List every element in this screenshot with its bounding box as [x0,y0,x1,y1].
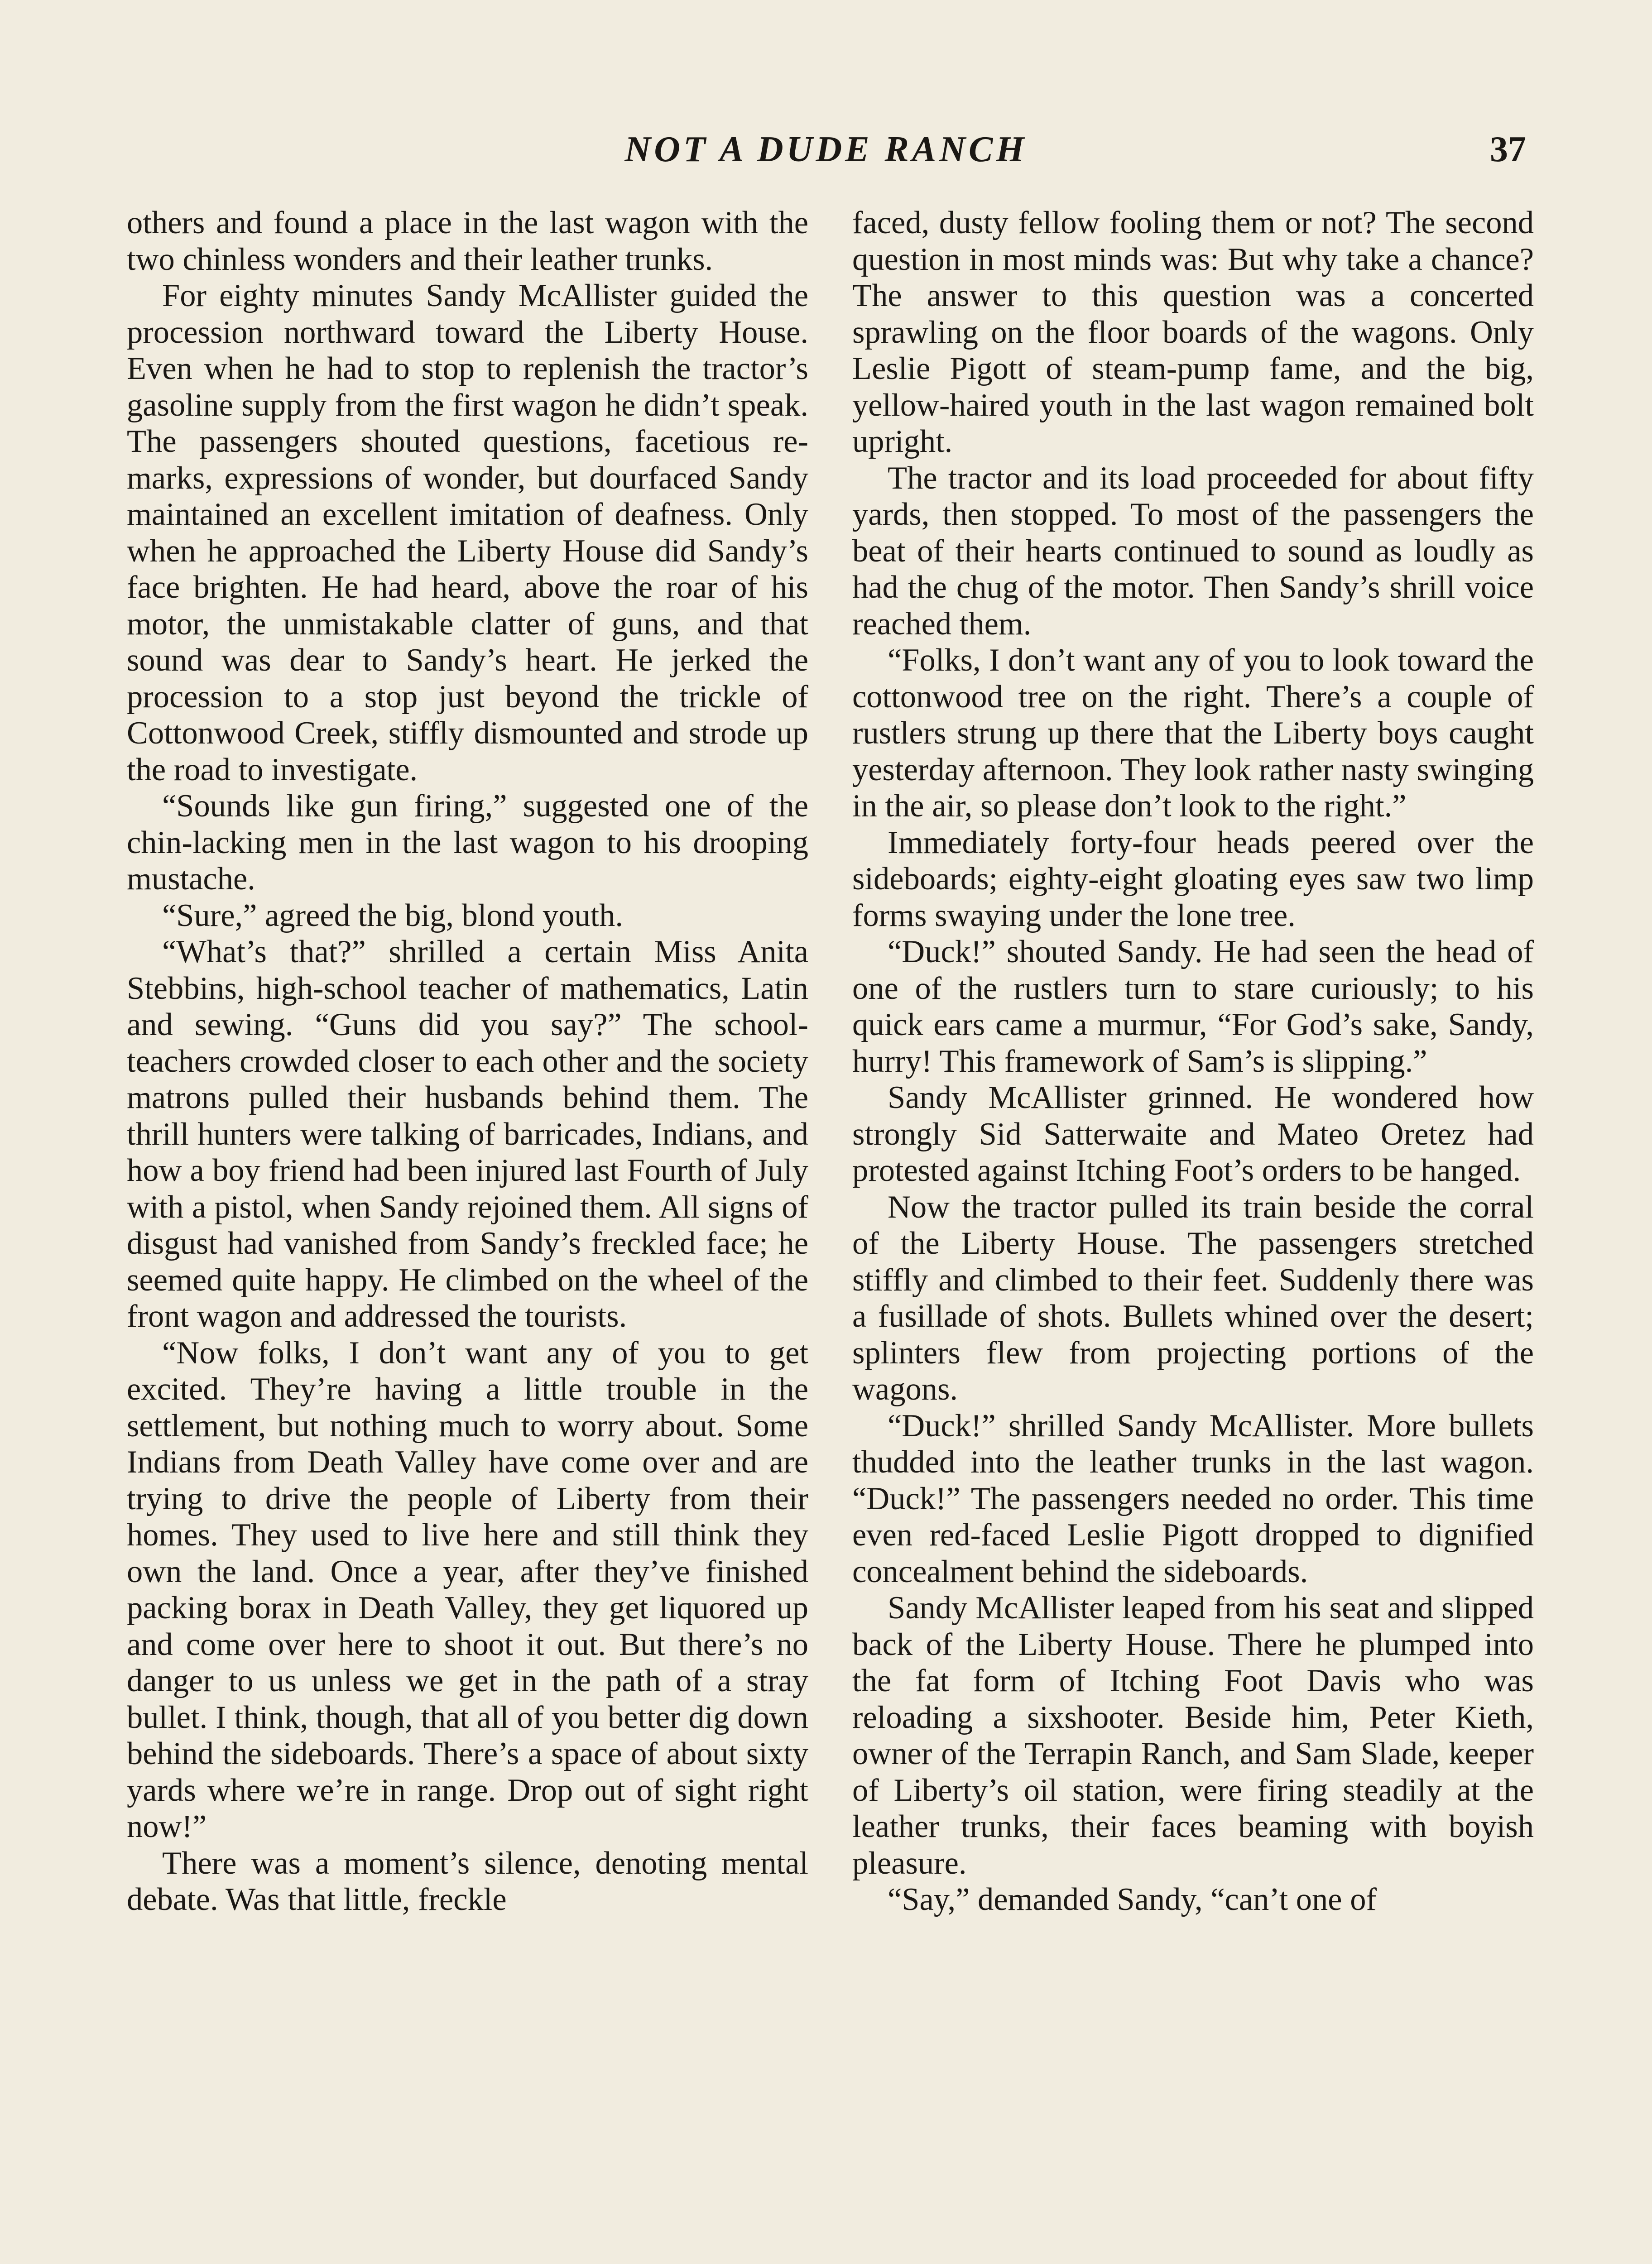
paragraph: The tractor and its load proceeded for about fifty yards, then stopped. To most of the passengers the beat of their hearts continued to sound as loudly as had the chug of the motor. Then Sandy’s shrill voice reached them. [852,460,1534,642]
page-number: 37 [1490,130,1526,169]
paragraph: There was a moment’s silence, denoting mental debate. Was that little, freckle [127,1845,808,1917]
paragraph: Sandy McAllister leaped from his seat and slipped back of the Liberty House. There he plumped into the fat form of Itching Foot Davis who was reloading a sixshooter. Beside him, Peter Kieth, owner of the Terrapin Ranch, and Sam Slade, keeper of Liberty’s oil station, were firing steadily at the leather trunks, their faces beaming with boyish pleasure. [852,1590,1534,1881]
paragraph: Now the tractor pulled its train beside the corral of the Liberty House. The passengers stretched stiffly and climbed to their feet. Suddenly there was a fusillade of shots. Bullets whined over the desert; splinters flew from projecting portions of the wagons. [852,1189,1534,1407]
paragraph: Sandy McAllister grinned. He wondered how strongly Sid Satterwaite and Mateo Oretez had protested against Itching Foot’s orders to be hanged. [852,1080,1534,1188]
left-column [127,205,808,1918]
paragraph: “Duck!” shouted Sandy. He had seen the head of one of the rustlers turn to stare curiously; to his quick ears came a murmur, “For God’s sake, Sandy, hurry! This framework of Sam’s is slipping.” [852,934,1534,1079]
paragraph: “Sounds like gun firing,” suggested one of the chin-lacking men in the last wagon to his drooping mustache. [127,788,808,897]
paragraph: Immediately forty-four heads peered over the sideboards; eighty-eight gloating eyes saw two limp forms swaying under the lone tree. [852,825,1534,933]
paragraph: faced, dusty fellow fooling them or not? The second question in most minds was: But why take a chance? The answer to this question was a concerted sprawling on the floor boards of the wagons. Only Leslie Pigott of steam-pump fame, and the big, yellow-haired youth in the last wagon remained bolt upright. [852,205,1534,459]
paragraph: “Now folks, I don’t want any of you to get excited. They’re having a little trouble in the settlement, but nothing much to worry about. Some Indians from Death Valley have come over and are trying to drive the people of Liberty from their homes. They used to live here and still think they own the land. Once a year, after they’ve finished packing borax in Death Valley, they get liquored up and come over here to shoot it out. But there’s no danger to us unless we get in the path of a stray bullet. I think, though, that all of you better dig down behind the sideboards. There’s a space of about sixty yards where we’re in range. Drop out of sight right now!” [127,1335,808,1844]
paragraph: “What’s that?” shrilled a certain Miss Anita Stebbins, high-school teacher of mathematics, Latin and sewing. “Guns did you say?” The school-teachers crowded closer to each other and the society matrons pulled their husbands behind them. The thrill hunters were talking of barricades, Indians, and how a boy friend had been injured last Fourth of July with a pistol, when Sandy rejoined them. All signs of disgust had vanished from Sandy’s freckled face; he seemed quite happy. He climbed on the wheel of the front wagon and addressed the tourists. [127,934,808,1334]
paragraph: “Duck!” shrilled Sandy McAllister. More bullets thudded into the leather trunks in the last wagon. “Duck!” The passengers needed no order. This time even red-faced Leslie Pigott dropped to dignified concealment behind the sideboards. [852,1408,1534,1589]
right-column [852,205,1534,1918]
paragraph: others and found a place in the last wagon with the two chinless wonders and their leather trunks. [127,205,808,277]
paragraph: For eighty minutes Sandy McAllister guided the procession northward toward the Liberty House. Even when he had to stop to replenish the tractor’s gasoline supply from the first wagon he didn’t speak. The passengers shouted questions, facetious remarks, expressions of wonder, but dourfaced Sandy maintained an excellent imitation of deafness. Only when he approached the Liberty House did Sandy’s face brighten. He had heard, above the roar of his motor, the unmistakable clatter of guns, and that sound was dear to Sandy’s heart. He jerked the procession to a stop just beyond the trickle of Cottonwood Creek, stiffly dismounted and strode up the road to investigate. [127,278,808,787]
paragraph: “Sure,” agreed the big, blond youth. [162,897,624,933]
page-header [0,122,1652,177]
running-title: NOT A DUDE RANCH [624,130,1028,169]
paragraph: “Folks, I don’t want any of you to look toward the cottonwood tree on the right. There’s a couple of rustlers strung up there that the Liberty boys caught yesterday afternoon. They look rather nasty swinging in the air, so please don’t look to the right.” [852,643,1534,824]
paragraph: “Say,” demanded Sandy, “can’t one of [888,1882,1377,1917]
